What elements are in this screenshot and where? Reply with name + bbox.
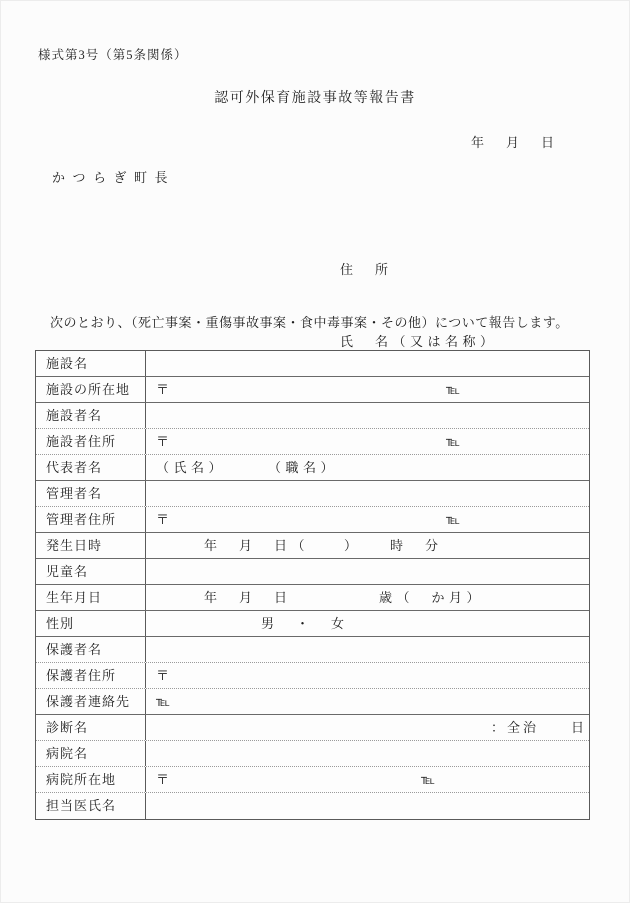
row-label: 管理者住所 — [36, 507, 146, 532]
row-label: 生年月日 — [36, 585, 146, 610]
table-row-hospital-location — [36, 767, 589, 793]
row-label: 管理者名 — [36, 481, 146, 506]
field-birth-date[interactable] — [146, 585, 589, 610]
table-row-diagnosis — [36, 715, 589, 741]
row-label: 病院名 — [36, 741, 146, 766]
submitter-name-label: 氏 名（又は名称） — [340, 334, 498, 349]
postal-mark: 〒 — [156, 434, 170, 449]
field-guardian-contact[interactable] — [146, 689, 589, 714]
value-text: ：全治 日 — [491, 720, 588, 735]
row-label: 診断名 — [36, 715, 146, 740]
table-row-facility-name — [36, 351, 589, 377]
row-label: 担当医氏名 — [36, 793, 146, 819]
postal-mark: 〒 — [156, 668, 170, 683]
table-row-manager-address — [36, 507, 589, 533]
row-label: 病院所在地 — [36, 767, 146, 792]
table-row-guardian-contact — [36, 689, 589, 715]
field-guardian-address[interactable] — [146, 663, 589, 688]
tel-mark: ℡ — [156, 694, 170, 709]
field-occurrence-datetime[interactable] — [146, 533, 589, 558]
field-sex[interactable] — [146, 611, 589, 636]
row-label: 代表者名 — [36, 455, 146, 480]
value-text: 年 月 日 歳（ か月） — [204, 590, 485, 605]
table-row-guardian-address — [36, 663, 589, 689]
row-label: 性別 — [36, 611, 146, 636]
table-row-guardian-name — [36, 637, 589, 663]
table-row-doctor-name — [36, 793, 589, 819]
tel-mark: ℡ — [421, 772, 435, 787]
table-row-child-name — [36, 559, 589, 585]
tel-mark: ℡ — [446, 382, 460, 397]
field-facility-location[interactable] — [146, 377, 589, 402]
value-text: 年 月 日（ ） 時 分 — [204, 538, 443, 553]
postal-mark: 〒 — [156, 512, 170, 527]
row-label: 保護者連絡先 — [36, 689, 146, 714]
report-table — [35, 350, 590, 820]
row-label: 保護者住所 — [36, 663, 146, 688]
form-number: 様式第3号（第5条関係） — [38, 48, 188, 62]
table-row-facility-location — [36, 377, 589, 403]
value-text: 男 ・ 女 — [261, 616, 349, 631]
page-title: 認可外保育施設事故等報告書 — [214, 91, 416, 106]
field-hospital-name[interactable] — [146, 741, 589, 766]
field-facility-name[interactable] — [146, 351, 589, 376]
table-row-occurrence-datetime — [36, 533, 589, 559]
row-label: 施設者名 — [36, 403, 146, 428]
field-guardian-name[interactable] — [146, 637, 589, 662]
tel-mark: ℡ — [446, 512, 460, 527]
title-hint: （職名） — [268, 460, 339, 475]
table-row-sex — [36, 611, 589, 637]
postal-mark: 〒 — [156, 772, 170, 787]
table-row-hospital-name — [36, 741, 589, 767]
table-row-birth-date — [36, 585, 589, 611]
field-operator-address[interactable] — [146, 429, 589, 454]
table-row-representative-name — [36, 455, 589, 481]
field-child-name[interactable] — [146, 559, 589, 584]
row-label: 施設の所在地 — [36, 377, 146, 402]
tel-mark: ℡ — [446, 434, 460, 449]
name-hint: （氏名） — [156, 460, 227, 475]
row-label: 施設者住所 — [36, 429, 146, 454]
postal-mark: 〒 — [156, 382, 170, 397]
row-label: 施設名 — [36, 351, 146, 376]
field-hospital-location[interactable] — [146, 767, 589, 792]
field-manager-address[interactable] — [146, 507, 589, 532]
field-representative-name[interactable] — [146, 455, 589, 480]
field-diagnosis[interactable] — [146, 715, 589, 740]
table-row-operator-name — [36, 403, 589, 429]
row-label: 保護者名 — [36, 637, 146, 662]
row-label: 発生日時 — [36, 533, 146, 558]
field-manager-name[interactable] — [146, 481, 589, 506]
intro-sentence: 次のとおり、（死亡事案・重傷事故事案・食中毒事案・その他）について報告します。 — [50, 315, 569, 330]
table-row-operator-address — [36, 429, 589, 455]
row-label: 児童名 — [36, 559, 146, 584]
table-row-manager-name — [36, 481, 589, 507]
submitter-address-label: 住 所 — [340, 262, 393, 277]
field-operator-name[interactable] — [146, 403, 589, 428]
field-doctor-name[interactable] — [146, 793, 589, 819]
date-placeholder: 年 月 日 — [471, 135, 559, 150]
addressee: かつらぎ町長 — [52, 170, 176, 185]
